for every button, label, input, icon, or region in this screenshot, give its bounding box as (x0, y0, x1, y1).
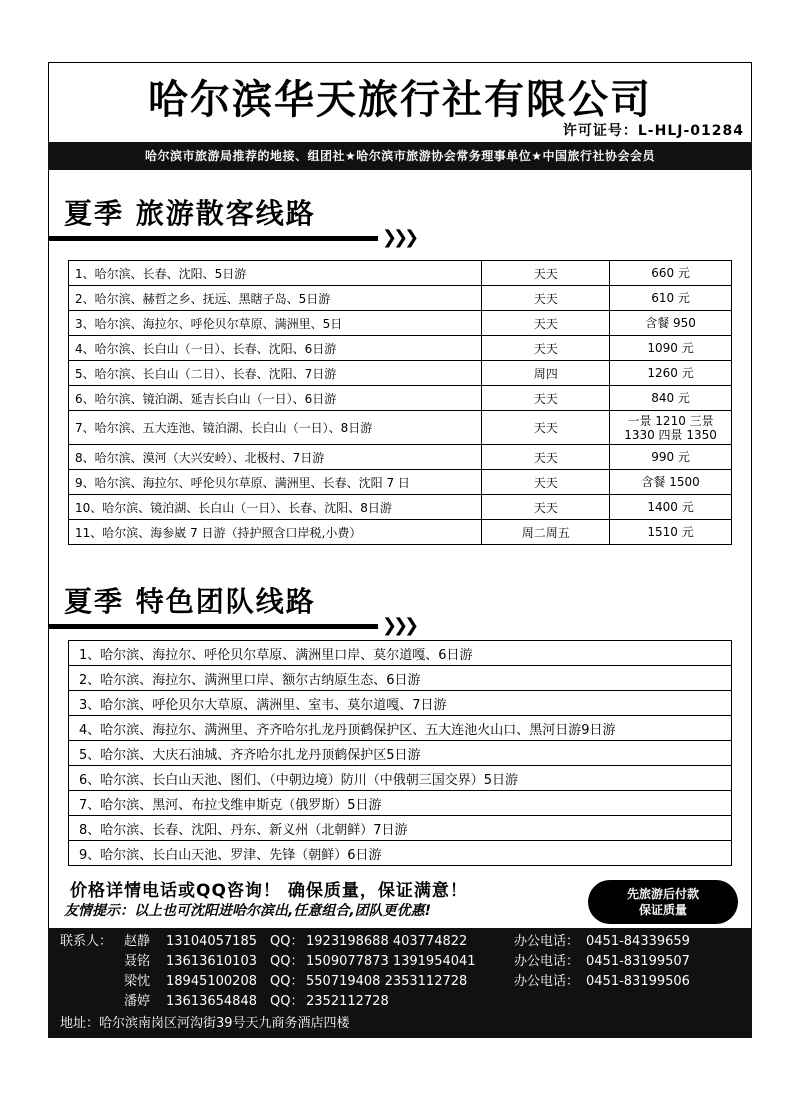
route-frequency: 天天 (482, 311, 610, 336)
qq-number: 1509077873 1391954041 (306, 954, 476, 969)
route-name: 5、哈尔滨、长白山（二日）、长春、沈阳、7日游 (69, 361, 482, 386)
qq-number: 550719408 2353112728 (306, 974, 468, 989)
contact-box (48, 928, 752, 1038)
route-price: 990 元 (610, 445, 732, 470)
route-name: 9、哈尔滨、海拉尔、呼伦贝尔草原、满洲里、长春、沈阳 7 日 (69, 470, 482, 495)
office-phone-label: 办公电话： (514, 974, 580, 989)
group-route-row (69, 691, 732, 716)
qq-label: QQ： (270, 954, 304, 969)
route-row (69, 520, 732, 545)
group-route-row (69, 791, 732, 816)
office-phone-label: 办公电话： (514, 934, 580, 949)
group-route-name: 2、哈尔滨、海拉尔、满洲里口岸、额尔古纳原生态、6日游 (69, 666, 732, 691)
qq-label: QQ： (270, 934, 304, 949)
route-frequency: 周二周五 (482, 520, 610, 545)
contact-name: 赵静 (124, 934, 151, 949)
group-route-name: 3、哈尔滨、呼伦贝尔大草原、满洲里、室韦、莫尔道嘎、7日游 (69, 691, 732, 716)
route-price: 一景 1210 三景 1330 四景 1350 (610, 411, 732, 445)
section-title-individual: 夏季 旅游散客线路 (64, 197, 316, 230)
route-row (69, 445, 732, 470)
route-name: 8、哈尔滨、漠河（大兴安岭）、北极村、7日游 (69, 445, 482, 470)
contact-row (60, 932, 690, 952)
group-route-name: 9、哈尔滨、长白山天池、罗津、先锋（朝鲜）6日游 (69, 841, 732, 866)
route-price: 610 元 (610, 286, 732, 311)
route-name: 4、哈尔滨、长白山（一日）、长春、沈阳、6日游 (69, 336, 482, 361)
contact-phone: 18945100208 (166, 974, 257, 989)
badge-line-1: 先旅游后付款 (626, 887, 699, 901)
route-price: 660 元 (610, 261, 732, 286)
route-name: 2、哈尔滨、赫哲之乡、抚远、黑瞎子岛、5日游 (69, 286, 482, 311)
route-frequency: 天天 (482, 470, 610, 495)
group-route-name: 7、哈尔滨、黑河、布拉戈维申斯克（俄罗斯）5日游 (69, 791, 732, 816)
office-phone: 0451-83199506 (586, 974, 690, 989)
route-frequency: 天天 (482, 495, 610, 520)
contact-name: 梁忱 (124, 974, 151, 989)
route-frequency: 天天 (482, 386, 610, 411)
route-name: 1、哈尔滨、长春、沈阳、5日游 (69, 261, 482, 286)
group-route-row (69, 741, 732, 766)
office-phone: 0451-83199507 (586, 954, 690, 969)
group-route-name: 1、哈尔滨、海拉尔、呼伦贝尔草原、满洲里口岸、莫尔道嘎、6日游 (69, 641, 732, 666)
route-price: 1260 元 (610, 361, 732, 386)
group-route-name: 6、哈尔滨、长白山天池、图们、（中朝边境）防川（中俄朝三国交界）5日游 (69, 766, 732, 791)
group-route-row (69, 841, 732, 866)
route-price: 1400 元 (610, 495, 732, 520)
qq-number: 1923198688 403774822 (306, 934, 468, 949)
route-price: 含餐 1500 (610, 470, 732, 495)
contact-phone: 13104057185 (166, 934, 257, 949)
route-row (69, 470, 732, 495)
qq-label: QQ： (270, 994, 304, 1009)
contact-phone: 13613654848 (166, 994, 257, 1009)
contact-name: 潘婷 (124, 994, 151, 1009)
route-row (69, 311, 732, 336)
qq-label: QQ： (270, 974, 304, 989)
route-frequency: 周四 (482, 361, 610, 386)
route-row (69, 361, 732, 386)
route-price: 1510 元 (610, 520, 732, 545)
route-name: 7、哈尔滨、五大连池、镜泊湖、长白山（一日）、8日游 (69, 411, 482, 445)
route-name: 6、哈尔滨、镜泊湖、延吉长白山（一日）、6日游 (69, 386, 482, 411)
office-phone: 0451-84339659 (586, 934, 690, 949)
contact-row (60, 992, 586, 1012)
group-route-row (69, 766, 732, 791)
group-route-row (69, 666, 732, 691)
route-row (69, 261, 732, 286)
contact-row (60, 972, 690, 992)
route-row (69, 286, 732, 311)
company-name: 哈尔滨华天旅行社有限公司 (148, 77, 652, 123)
friendly-tip: 友情提示：以上也可沈阳进哈尔滨出,任意组合,团队更优惠! (64, 903, 432, 919)
group-route-name: 5、哈尔滨、大庆石油城、齐齐哈尔扎龙丹顶鹤保护区5日游 (69, 741, 732, 766)
route-frequency: 天天 (482, 336, 610, 361)
route-name: 10、哈尔滨、镜泊湖、长白山（一日）、长春、沈阳、8日游 (69, 495, 482, 520)
association-banner: 哈尔滨市旅游局推荐的地接、组团社★哈尔滨市旅游协会常务理事单位★中国旅行社协会会员 (48, 142, 752, 170)
route-price: 含餐 950 (610, 311, 732, 336)
badge-line-2: 保证质量 (638, 903, 687, 917)
slogan: 价格详情电话或QQ咨询！ 确保质量，保证满意！ (70, 881, 468, 901)
contact-label: 联系人： (60, 934, 113, 949)
group-route-row (69, 641, 732, 666)
pay-after-travel-badge (588, 880, 738, 924)
route-row (69, 495, 732, 520)
route-row (69, 386, 732, 411)
route-frequency: 天天 (482, 286, 610, 311)
route-name: 3、哈尔滨、海拉尔、呼伦贝尔草原、满洲里、5日 (69, 311, 482, 336)
arrow-icon: ❯❯❯ (382, 227, 416, 248)
route-price: 840 元 (610, 386, 732, 411)
route-frequency: 天天 (482, 261, 610, 286)
group-route-name: 8、哈尔滨、长春、沈阳、丹东、新义州（北朝鲜）7日游 (69, 816, 732, 841)
group-routes-table (68, 640, 732, 866)
route-name: 11、哈尔滨、海参崴 7 日游（持护照含口岸税,小费） (69, 520, 482, 545)
section-underline (48, 236, 378, 241)
arrow-icon: ❯❯❯ (382, 615, 416, 636)
section-underline (48, 624, 378, 629)
individual-routes-table (68, 260, 732, 545)
office-phone-label: 办公电话： (514, 954, 580, 969)
license-number: 许可证号：L-HLJ-01284 (562, 123, 744, 139)
qq-number: 2352112728 (306, 994, 389, 1009)
contact-name: 聂铭 (124, 954, 151, 969)
group-route-name: 4、哈尔滨、海拉尔、满洲里、齐齐哈尔扎龙丹顶鹤保护区、五大连池火山口、黑河日游9日游 (69, 716, 732, 741)
contact-phone: 13613610103 (166, 954, 257, 969)
address: 地址：哈尔滨南岗区河沟街39号天九商务酒店四楼 (60, 1016, 350, 1031)
section-title-group: 夏季 特色团队线路 (64, 585, 316, 618)
route-row (69, 411, 732, 445)
group-route-row (69, 816, 732, 841)
route-row (69, 336, 732, 361)
contact-row (60, 952, 690, 972)
route-frequency: 天天 (482, 411, 610, 445)
group-route-row (69, 716, 732, 741)
route-price: 1090 元 (610, 336, 732, 361)
route-frequency: 天天 (482, 445, 610, 470)
